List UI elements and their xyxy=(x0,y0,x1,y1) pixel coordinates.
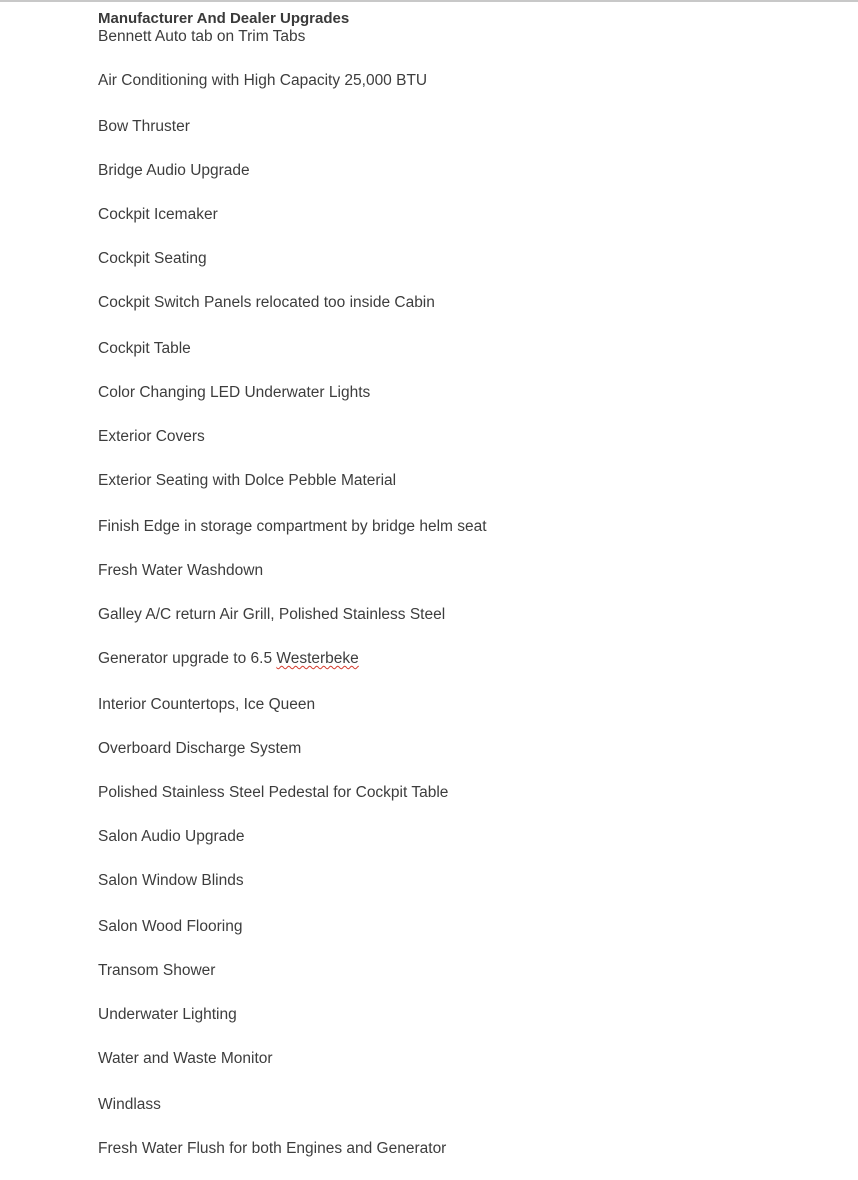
list-item: Salon Audio Upgrade xyxy=(98,828,245,845)
list-item: Underwater Lighting xyxy=(98,1006,237,1023)
list-item: Cockpit Icemaker xyxy=(98,206,218,223)
list-item: Windlass xyxy=(98,1096,161,1113)
list-item: Interior Countertops, Ice Queen xyxy=(98,696,316,713)
list-item: Bridge Audio Upgrade xyxy=(98,162,250,179)
list-item: Polished Stainless Steel Pedestal for Cockpit Table xyxy=(98,784,449,801)
list-item: Cockpit Switch Panels relocated too inside Cabin xyxy=(98,294,435,311)
list-item: Bow Thruster xyxy=(98,118,190,135)
list-item: Air Conditioning with High Capacity 25,000 BTU xyxy=(98,72,428,89)
list-item: Transom Shower xyxy=(98,962,216,979)
list-item: Water and Waste Monitor xyxy=(98,1050,273,1067)
list-item: Bennett Auto tab on Trim Tabs xyxy=(98,28,306,45)
list-item: Exterior Seating with Dolce Pebble Material xyxy=(98,472,397,489)
list-item: Salon Window Blinds xyxy=(98,872,244,889)
document-body xyxy=(98,9,838,1158)
list-item: Cockpit Seating xyxy=(98,250,207,267)
list-item: Color Changing LED Underwater Lights xyxy=(98,384,371,401)
list-item: Galley A/C return Air Grill, Polished Stainless Steel xyxy=(98,606,446,623)
list-item: Salon Wood Flooring xyxy=(98,918,243,935)
list-item: Finish Edge in storage compartment by bridge helm seat xyxy=(98,518,487,535)
list-item: Overboard Discharge System xyxy=(98,740,302,757)
list-item: Fresh Water Flush for both Engines and Generator xyxy=(98,1140,447,1157)
list-item: Exterior Covers xyxy=(98,428,205,445)
list-item: Cockpit Table xyxy=(98,340,191,357)
spellcheck-flagged-word[interactable]: Westerbeke xyxy=(276,650,359,667)
section-heading: Manufacturer And Dealer Upgrades xyxy=(98,10,350,27)
list-item xyxy=(98,650,838,668)
list-item-text: Generator upgrade to 6.5 xyxy=(98,650,277,667)
list-item: Fresh Water Washdown xyxy=(98,562,264,579)
top-divider xyxy=(0,0,858,2)
